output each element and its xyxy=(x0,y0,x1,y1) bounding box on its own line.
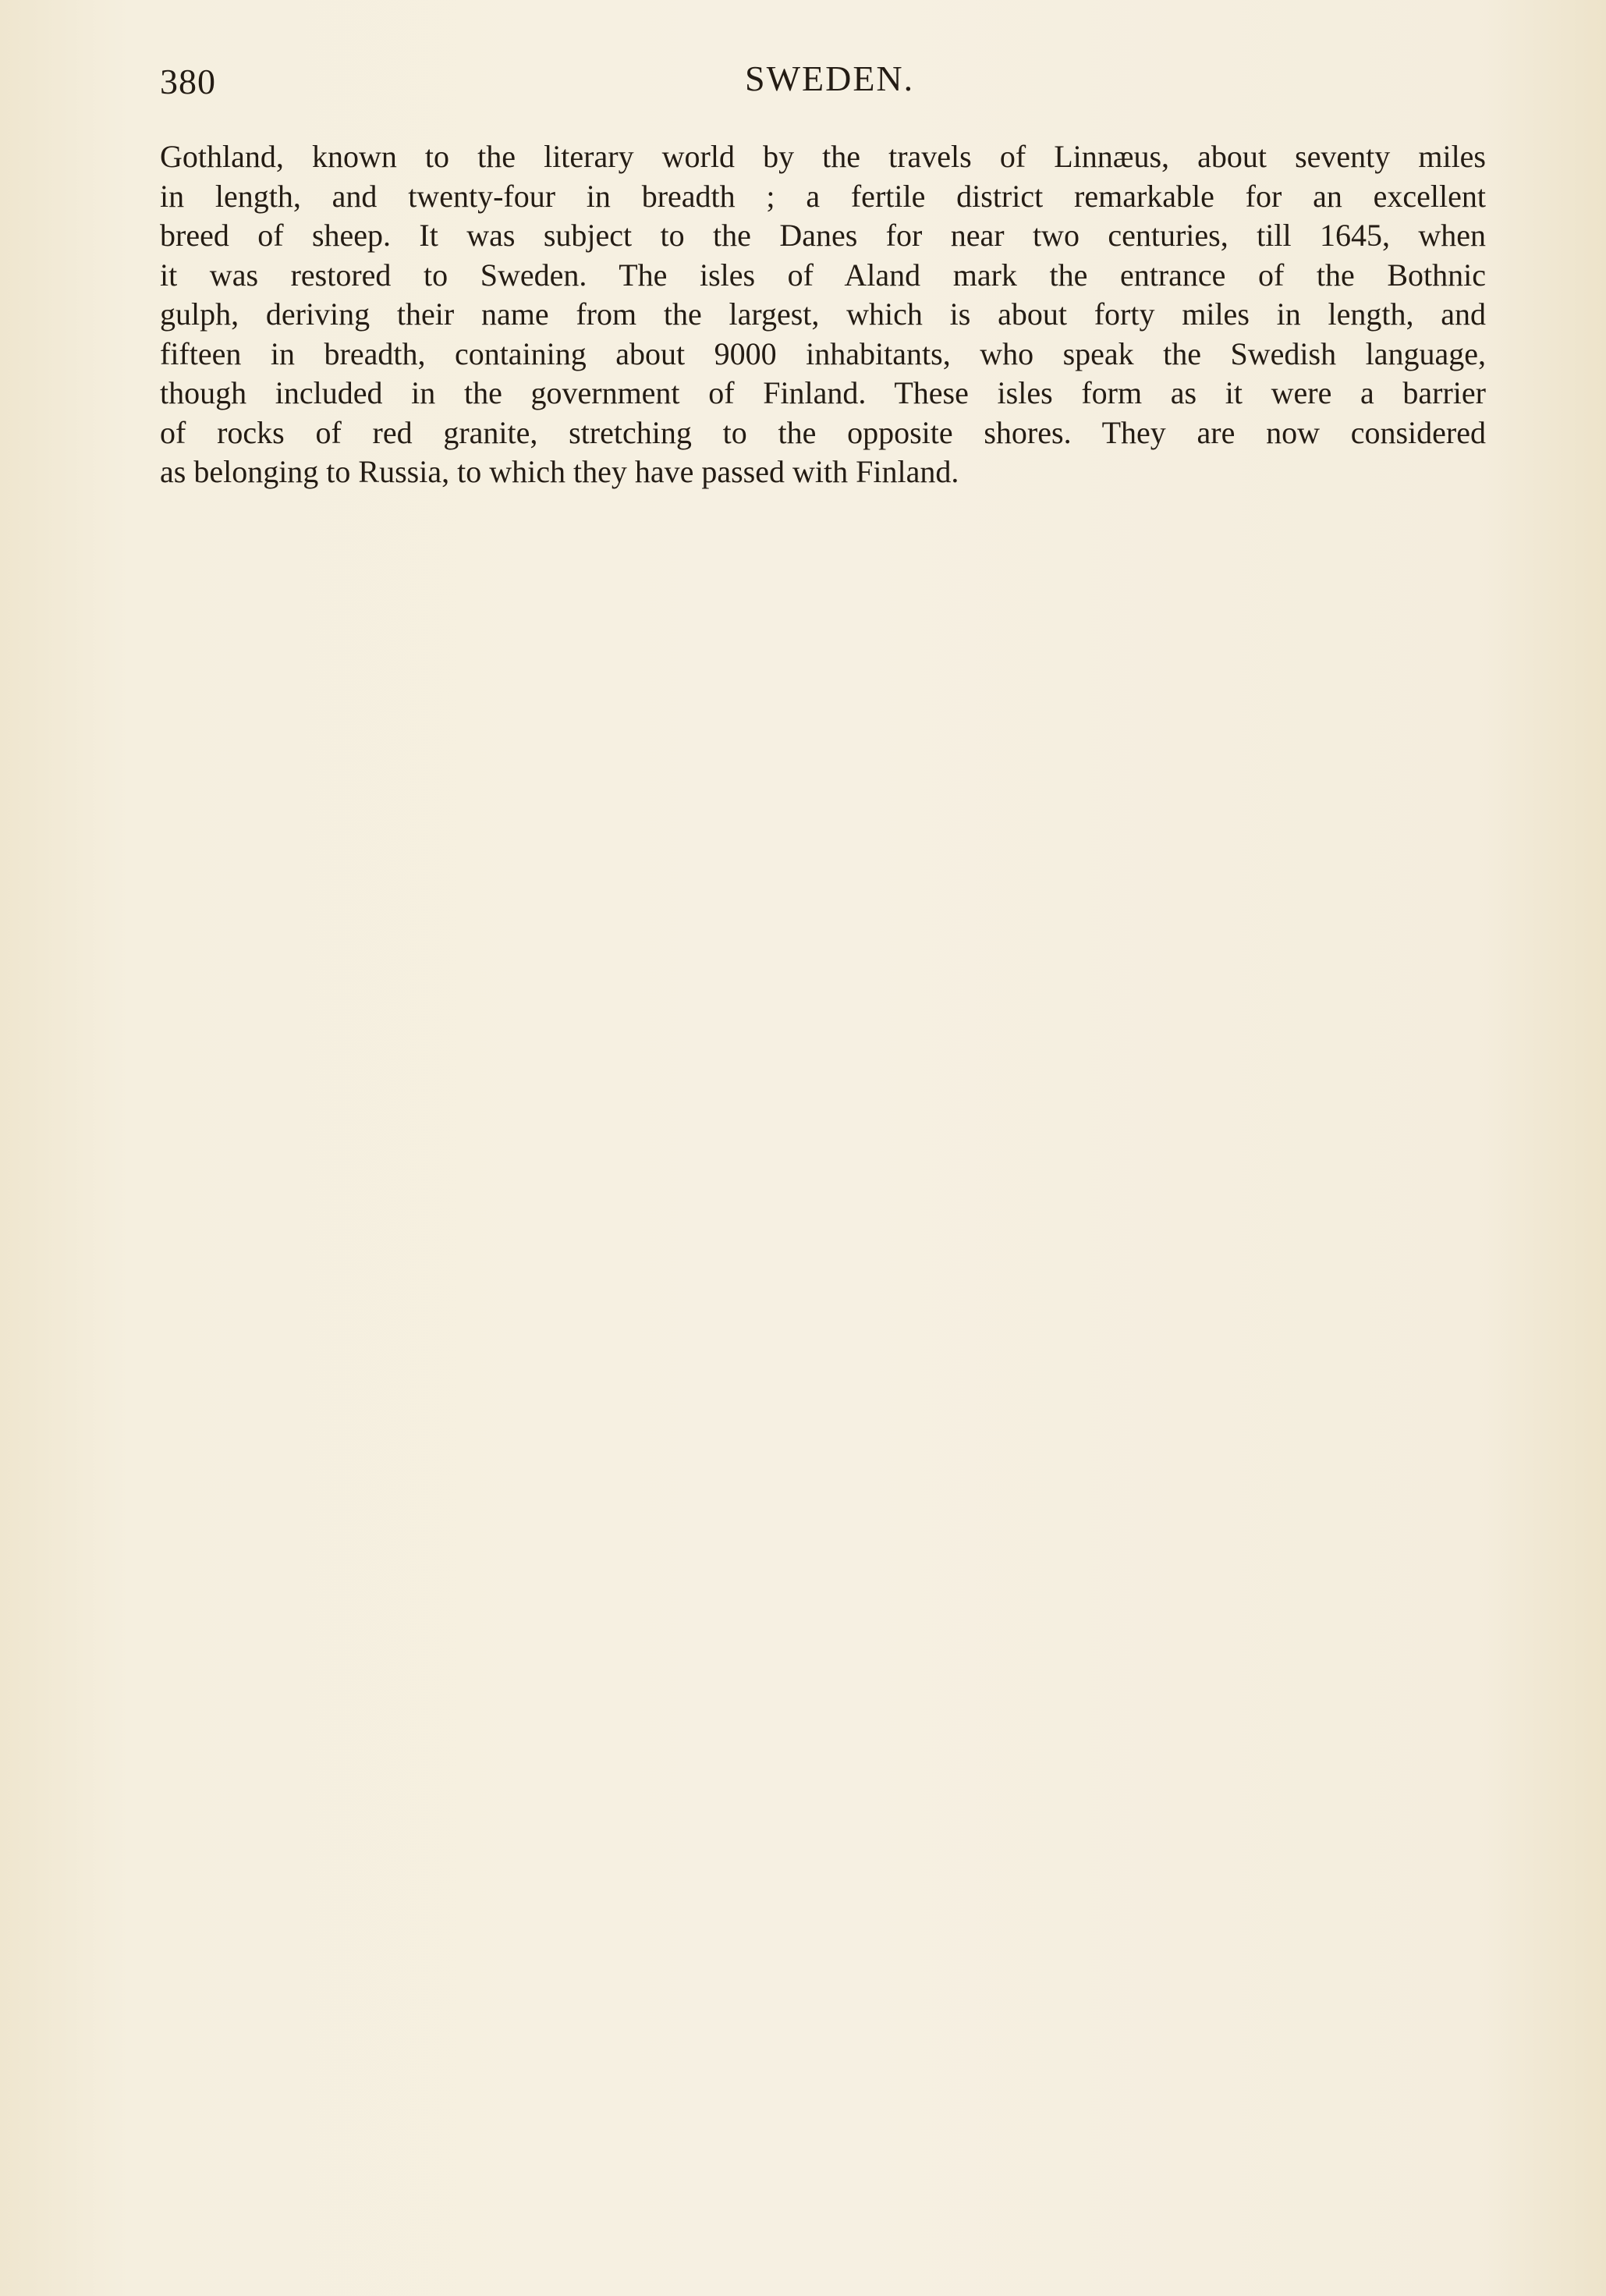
text-line: it was restored to Sweden. The isles of Aland mark the entrance of the Bothnic xyxy=(160,257,1486,293)
text-line: though included in the government of Finland. These isles form as it were a barrier xyxy=(160,375,1486,410)
text-line: gulph, deriving their name from the largest, which is about forty miles in length, and xyxy=(160,296,1486,332)
page-number: 380 xyxy=(160,62,216,101)
text-line: as belonging to Russia, to which they have passed with Finland. xyxy=(160,454,959,489)
running-head: SWEDEN. xyxy=(745,59,915,98)
text-line: Gothland, known to the literary world by the travels of Linnæus, about seventy miles xyxy=(160,139,1486,174)
text-line: fifteen in breadth, containing about 9000 inhabitants, who speak the Swedish language, xyxy=(160,335,1486,371)
body-paragraph xyxy=(160,137,1486,492)
text-line: in length, and twenty-four in breadth ; a fertile district remarkable for an excellent xyxy=(160,178,1486,214)
text-line: of rocks of red granite, stretching to the opposite shores. They are now considered xyxy=(160,414,1486,450)
text-line: breed of sheep. It was subject to the Danes for near two centuries, till 1645, when xyxy=(160,218,1486,253)
